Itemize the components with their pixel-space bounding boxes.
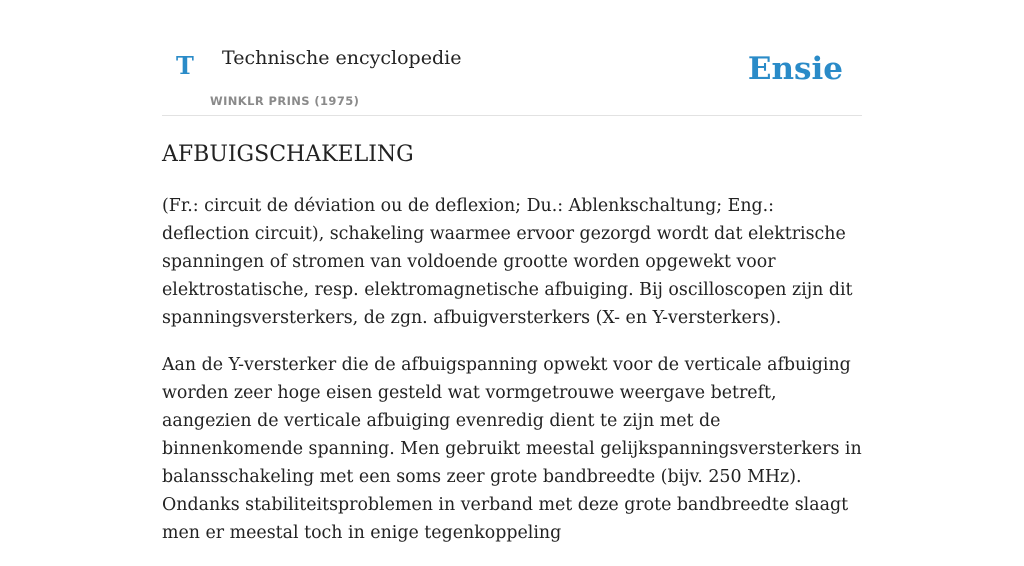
entry-paragraph: (Fr.: circuit de déviation ou de deflexion; Du.: Ablenkschaltung; Eng.: deflection circuit), schakeling waarmee ervoor gezorgd wordt dat elektrische spanningen of stromen van voldoende grootte worden opgewekt voor elektrostatische, resp. elektromagnetische afbuiging. Bij oscilloscopen zijn dit spanningsversterkers, de zgn. afbuigversterkers (X- en Y-versterkers). — [162, 196, 853, 328]
source-title[interactable]: Technische encyclopedie — [222, 47, 462, 69]
brand-logo[interactable]: Ensie — [747, 51, 843, 87]
entry-paragraph: Aan de Y-versterker die de afbuigspanning opwekt voor de verticale afbuiging worden zeer hoge eisen gesteld wat vormgetrouwe weergave betreft, aangezien de verticale afbuiging evenredig dient te zijn met de binnenkomende spanning. Men gebruikt meestal gelijkspanningsversterkers in balansschakeling met een soms zeer grote bandbreedte (bijv. 250 MHz). Ondanks stabiliteitsproblemen in verband met deze grote bandbreedte slaagt men er meestal toch in enige tegenkoppeling — [162, 355, 862, 543]
source-subtitle: WINKLR PRINS (1975) — [210, 94, 360, 108]
page-header — [162, 0, 862, 116]
entry-body — [162, 192, 862, 566]
entry-headword: AFBUIGSCHAKELING — [162, 142, 414, 167]
source-logo-icon[interactable]: T — [176, 51, 194, 80]
